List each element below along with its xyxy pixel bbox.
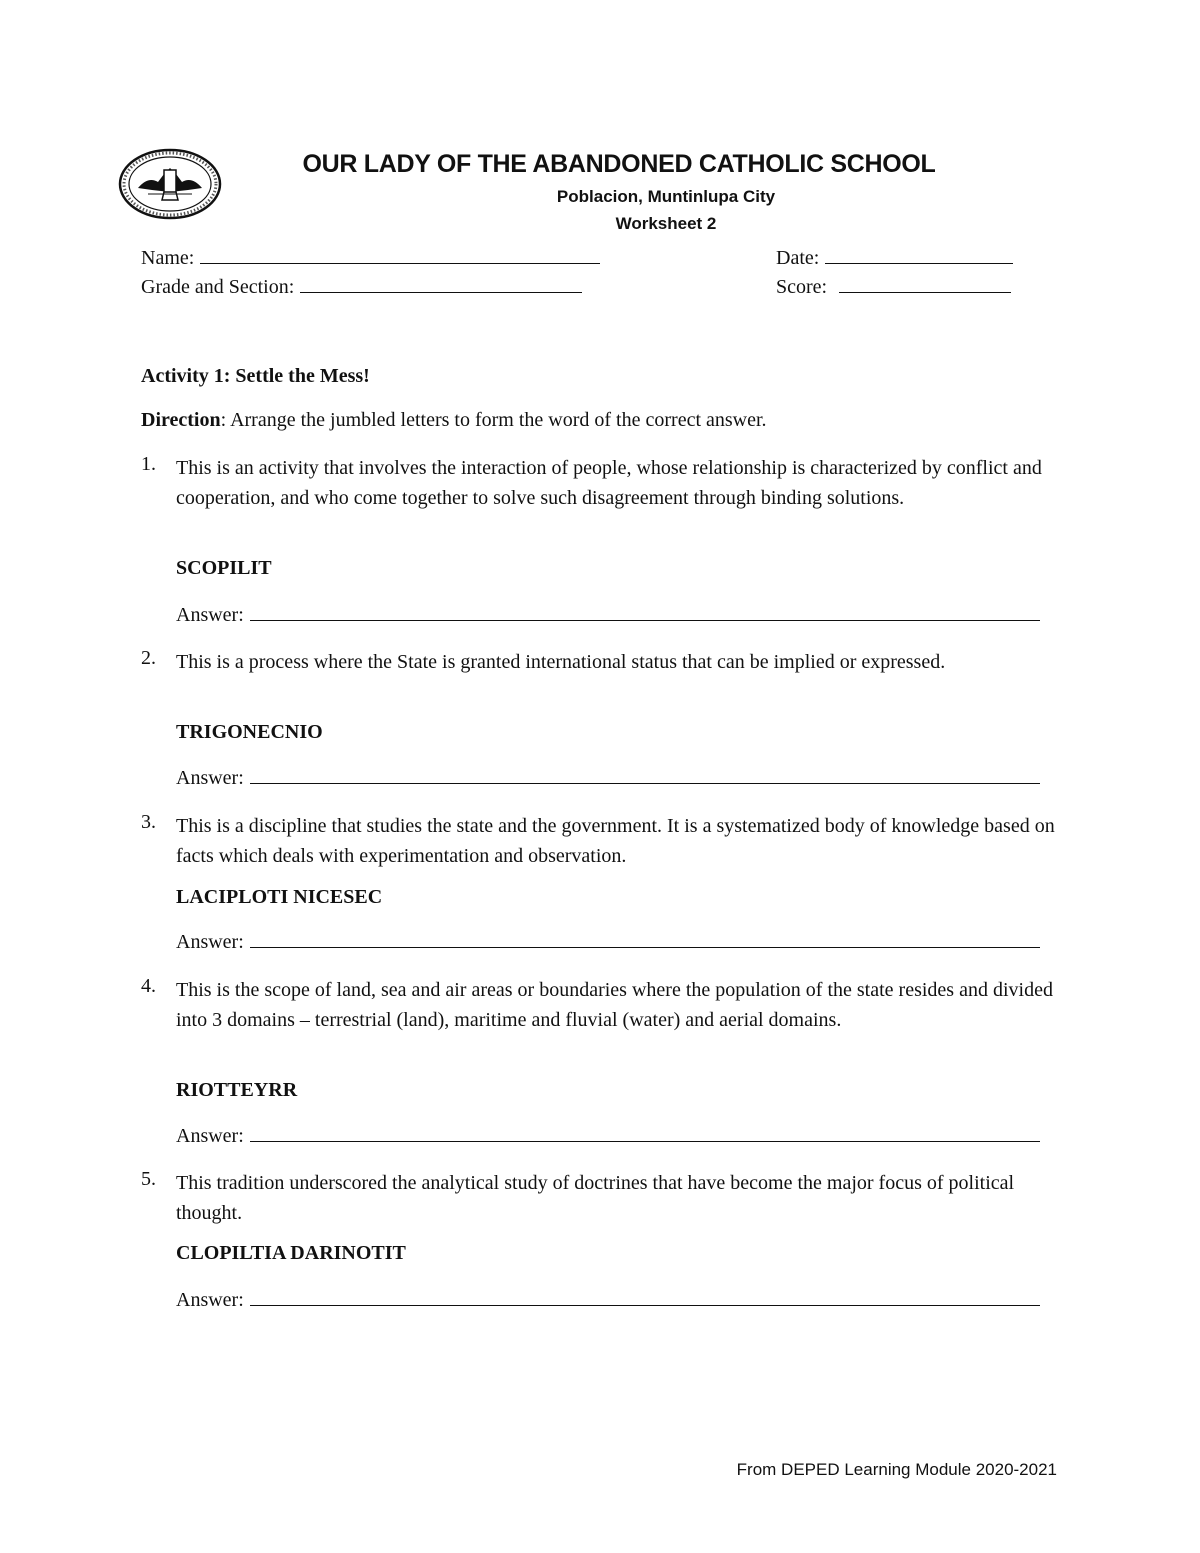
item-text: This is the scope of land, sea and air areas or boundaries where the population of the state resides and divided into 3 domains – terrestrial (land), maritime and fluvial (water) and aerial domains. — [176, 979, 1053, 1031]
item-text: This is an activity that involves the interaction of people, whose relationship is characterized by conflict and cooperation, and who come together to solve such disagreement through binding solutions. — [176, 457, 1042, 509]
direction-label: Direction — [141, 409, 221, 431]
footer-source: From DEPED Learning Module 2020-2021 — [736, 1460, 1057, 1479]
answer-field[interactable] — [176, 929, 1040, 954]
item-text: This tradition underscored the analytical study of doctrines that have become the major focus of political thought. — [176, 1172, 1015, 1224]
name-field[interactable] — [141, 245, 600, 270]
answer-blank[interactable] — [250, 1287, 1040, 1306]
item-number: 3. — [141, 811, 156, 833]
item-number: 2. — [141, 647, 156, 669]
item-number: 1. — [141, 453, 156, 475]
jumbled-word: RIOTTEYRR — [176, 1079, 298, 1101]
jumbled-word: CLOPILTIA DARINOTIT — [176, 1242, 406, 1264]
item-number: 5. — [141, 1168, 156, 1190]
grade-section-field[interactable] — [141, 274, 582, 299]
answer-label: Answer: — [176, 931, 244, 953]
name-label: Name: — [141, 247, 195, 269]
name-blank[interactable] — [200, 245, 600, 264]
school-address: Poblacion, Muntinlupa City — [556, 187, 776, 206]
answer-blank[interactable] — [250, 602, 1040, 621]
activity-title: Activity 1: Settle the Mess! — [141, 365, 370, 387]
school-name: OUR LADY OF THE ABANDONED CATHOLIC SCHOOL — [302, 150, 936, 178]
answer-label: Answer: — [176, 767, 244, 789]
score-blank[interactable] — [839, 274, 1011, 293]
jumbled-word: LACIPLOTI NICESEC — [176, 886, 383, 908]
date-blank[interactable] — [825, 245, 1013, 264]
jumbled-word: SCOPILIT — [176, 557, 272, 579]
answer-label: Answer: — [176, 1125, 244, 1147]
answer-label: Answer: — [176, 604, 244, 626]
direction — [141, 409, 767, 432]
answer-field[interactable] — [176, 602, 1040, 627]
item-text: This is a process where the State is granted international status that can be implied or expressed. — [176, 651, 946, 673]
grade-section-label: Grade and Section: — [141, 276, 295, 298]
grade-section-blank[interactable] — [300, 274, 582, 293]
score-field[interactable] — [776, 274, 1011, 299]
answer-blank[interactable] — [250, 929, 1040, 948]
answer-field[interactable] — [176, 1123, 1040, 1148]
date-label: Date: — [776, 247, 820, 269]
answer-label: Answer: — [176, 1289, 244, 1311]
answer-blank[interactable] — [250, 765, 1040, 784]
direction-text: : Arrange the jumbled letters to form the word of the correct answer. — [220, 409, 767, 431]
answer-field[interactable] — [176, 1287, 1040, 1312]
item-text: This is a discipline that studies the state and the government. It is a systematized body of knowledge based on facts which deals with experimentation and observation. — [176, 815, 1055, 867]
answer-field[interactable] — [176, 765, 1040, 790]
score-label: Score: — [776, 276, 828, 298]
item-number: 4. — [141, 975, 156, 997]
date-field[interactable] — [776, 245, 1013, 270]
answer-blank[interactable] — [250, 1123, 1040, 1142]
worksheet-number: Worksheet 2 — [615, 214, 717, 233]
jumbled-word: TRIGONECNIO — [176, 721, 323, 743]
